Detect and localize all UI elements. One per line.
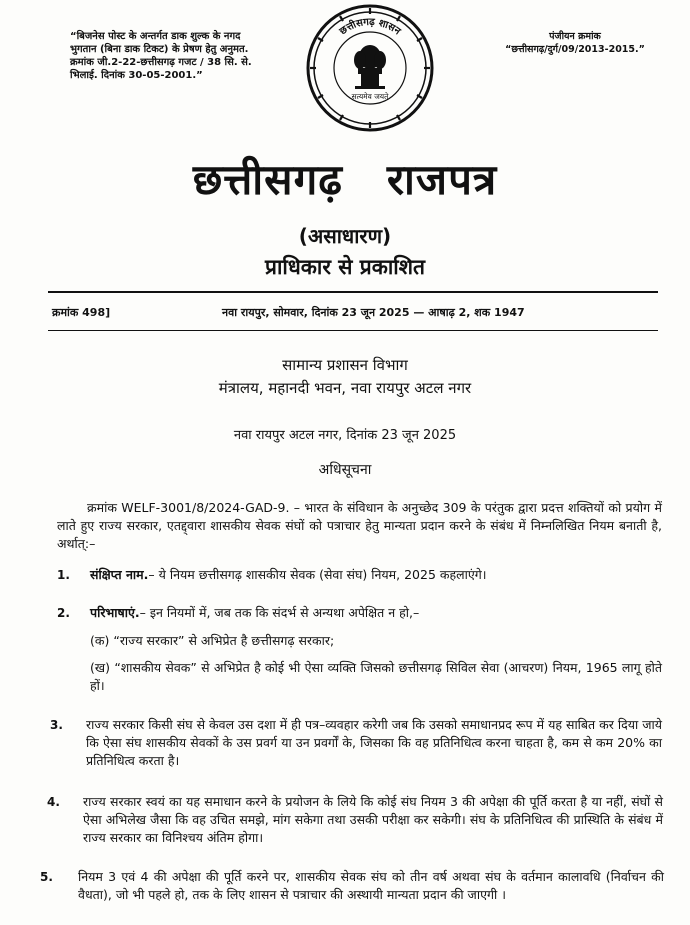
rule-body: – ये नियम छत्तीसगढ़ शासकीय सेवक (सेवा संघ) नियम, 2025 कहलाएंगे। [148, 567, 487, 582]
sub-clause [90, 632, 662, 650]
sub-clause-text: “शासकीय सेवक” से अभिप्रेत है कोई भी ऐसा व्यक्ति जिसको छत्तीसगढ़ सिविल सेवा (आचरण) नियम, 1965 लागू होते हों। [90, 660, 662, 693]
notification-heading: अधिसूचना [318, 462, 372, 478]
lion-capital-icon [354, 45, 386, 89]
rule-heading: संक्षिप्त नाम. [90, 567, 149, 582]
postal-permit-note: “बिजनेस पोस्ट के अन्तर्गत डाक शुल्क के नगद भुगतान (बिना डाक टिकट) के प्रेषण हेतु अनुमत. क्रमांक जी.2-22-छत्तीसगढ़ गजट / 38 सि. से. भिलाई. दिनांक 30-05-2001.” [70, 31, 252, 81]
registration-number: “छत्तीसगढ़/दुर्ग/09/2013-2015.” [505, 44, 645, 55]
issue-date-line: नवा रायपुर, सोमवार, दिनांक 23 जून 2025 — आषाढ़ 2, शक 1947 [222, 306, 525, 319]
sub-clause [90, 659, 662, 695]
issue-number: क्रमांक 498] [52, 306, 111, 319]
rule-text [90, 566, 662, 584]
rule-number: 2. [57, 606, 70, 620]
notification-dateline: नवा रायपुर अटल नगर, दिनांक 23 जून 2025 [233, 428, 457, 443]
sub-clause-label: (क) [90, 633, 110, 648]
header-rule-top [48, 291, 658, 293]
registration-label: पंजीयन क्रमांक [549, 31, 601, 42]
rule-number: 3. [50, 718, 63, 732]
svg-text:छत्तीसगढ़ शासन [337, 17, 403, 38]
rule-heading: परिभाषाएं. [90, 605, 140, 620]
sub-clause-text: “राज्य सरकार” से अभिप्रेत है छत्तीसगढ़ सरकार; [113, 633, 335, 648]
header-rule-bottom [48, 330, 658, 331]
rule-number: 1. [57, 568, 70, 582]
seal-top-text: छत्तीसगढ़ शासन [337, 16, 403, 38]
rule-number: 5. [40, 870, 53, 884]
gazette-title [0, 150, 690, 207]
department-address: मंत्रालय, महानदी भवन, नवा रायपुर अटल नगर [218, 379, 472, 397]
title-word-rajpatra: राजपत्र [386, 155, 498, 204]
rule-number: 4. [47, 795, 60, 809]
state-emblem-seal [305, 2, 435, 134]
title-word-chhattisgarh: छत्तीसगढ़ [192, 155, 343, 204]
rule-body: नियम 3 एवं 4 की अपेक्षा की पूर्ति करने पर, शासकीय सेवक संघ को तीन वर्ष अथवा संघ के वर्तमान कालावधि (निर्वाचन की वैधता), जो भी पहले हो, तक के लिए शासन से पत्राचार की अस्थायी मान्यता प्रदान की जाएगी । [78, 869, 664, 902]
extraordinary-subtitle: (असाधारण) [298, 224, 392, 248]
rule-body: राज्य सरकार स्वयं का यह समाधान करने के प्रयोजन के लिये कि कोई संघ नियम 3 की अपेक्षा की पूर्ति करता है या नहीं, संघों से ऐसा अभिलेख जैसा कि वह उचित समझे, मांग सकेगा तथा उसकी परीक्षा कर सकेगी। संघ के प्रतिनिधित्व की प्रास्थिति के संबंध में राज्य सरकार का विनिश्चय अंतिम होगा। [83, 794, 663, 845]
authority-line: प्राधिकार से प्रकाशित [265, 255, 425, 279]
rule-text [90, 604, 662, 622]
sub-clause-label: (ख) [90, 660, 110, 675]
seal-motto: सत्यमेव जयते [351, 92, 389, 101]
registration-block [475, 30, 675, 56]
department-name: सामान्य प्रशासन विभाग [282, 356, 408, 374]
rule-body: – इन नियमों में, जब तक कि संदर्भ से अन्यथा अपेक्षित न हो,– [139, 605, 420, 620]
preamble-paragraph: क्रमांक WELF-3001/8/2024-GAD-9. – भारत के संविधान के अनुच्छेद 309 के परंतुक द्वारा प्रदत्त शक्तियों को प्रयोग में लाते हुए राज्य सरकार, एतद्द्वारा शासकीय सेवक संघों को पत्राचार हेतु मान्यता प्रदान करने के संबंध में निम्नलिखित नियम बनाती है, अर्थात्:– [57, 500, 662, 551]
rule-body: राज्य सरकार किसी संघ से केवल उस दशा में ही पत्र–व्यवहार करेगी जब कि उसको समाधानप्रद रूप में यह साबित कर दिया जाये कि ऐसा संघ शासकीय सेवकों के उस प्रवर्ग या उन प्रवर्गों के, जिसका कि वह प्रतिनिधित्व करना चाहता है, कम से कम 20% का प्रतिनिधित्व करता है। [86, 717, 662, 768]
